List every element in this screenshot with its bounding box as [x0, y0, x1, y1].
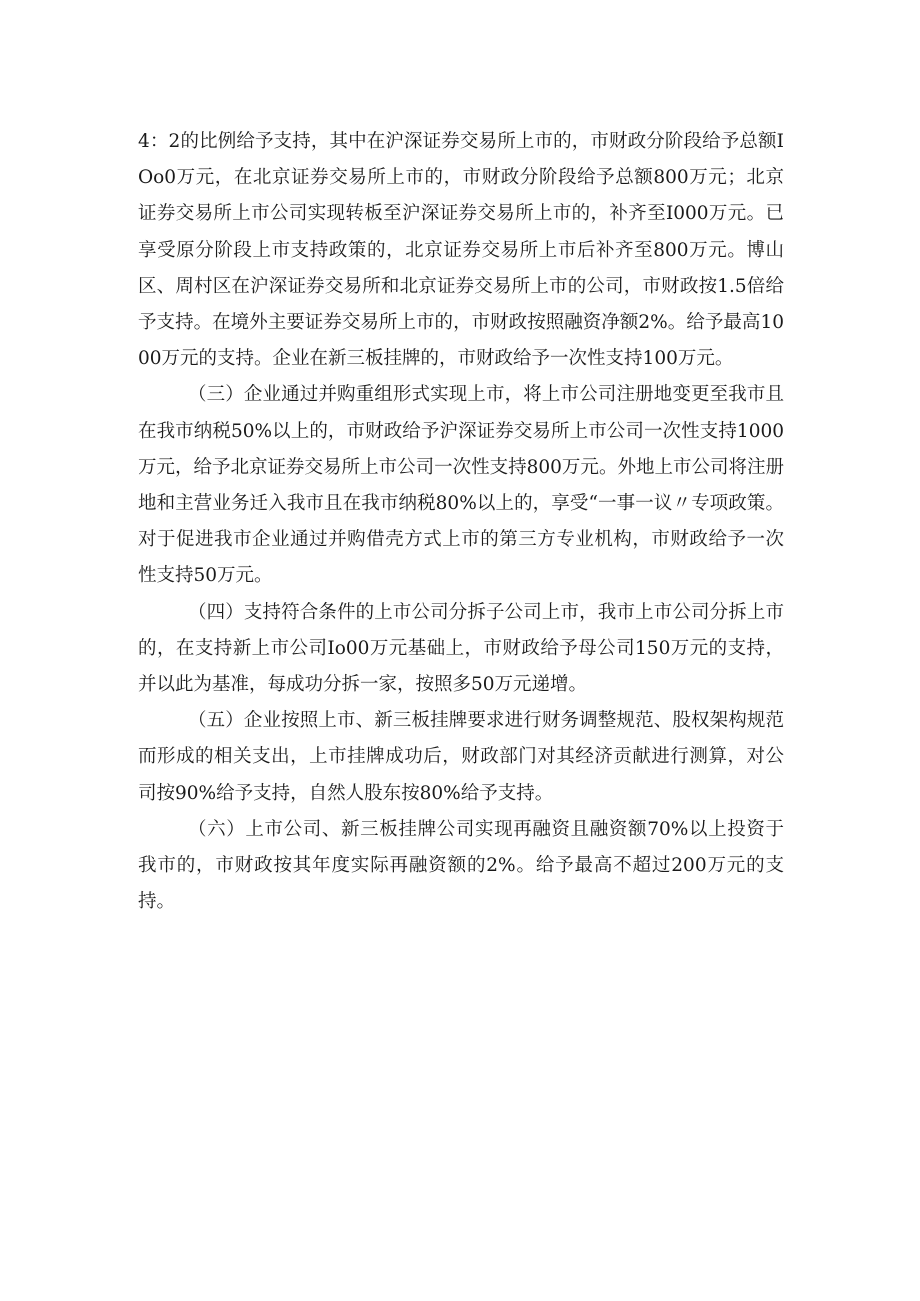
paragraph-section-6: （六）上市公司、新三板挂牌公司实现再融资且融资额70%以上投资于我市的，市财政按其年度实际再融资额的2%。给予最高不超过200万元的支持。 [138, 818, 784, 913]
paragraph-section-4: （四）支持符合条件的上市公司分拆子公司上市，我市上市公司分拆上市的，在支持新上市公司Io00万元基础上，市财政给予母公司150万元的支持，并以此为基准，每成功分拆一家，按照多50万元递增。 [138, 601, 784, 696]
document-body [138, 124, 784, 920]
paragraph-section-5: （五）企业按照上市、新三板挂牌要求进行财务调整规范、股权架构规范而形成的相关支出，上市挂牌成功后，财政部门对其经济贡献进行测算，对公司按90%给予支持，自然人股东按80%给予支持。 [138, 710, 784, 804]
paragraph-continuation: 4：2的比例给予支持，其中在沪深证券交易所上市的，市财政分阶段给予总额IOo0万元，在北京证券交易所上市的，市财政分阶段给予总额800万元；北京证券交易所上市公司实现转板至沪深证券交易所上市的，补齐至I000万元。已享受原分阶段上市支持政策的，北京证券交易所上市后补齐至800万元。博山区、周村区在沪深证券交易所和北京证券交易所上市的公司，市财政按1.5倍给予支持。在境外主要证券交易所上市的，市财政按照融资净额2%。给予最高1000万元的支持。企业在新三板挂牌的，市财政给予一次性支持100万元。 [138, 131, 784, 370]
paragraph-section-3: （三）企业通过并购重组形式实现上市，将上市公司注册地变更至我市且在我市纳税50%以上的，市财政给予沪深证券交易所上市公司一次性支持1000万元，给予北京证券交易所上市公司一次性支持800万元。外地上市公司将注册地和主营业务迁入我市且在我市纳税80%以上的，享受“一事一议〃专项政策。对于促进我市企业通过并购借壳方式上市的第三方专业机构，市财政给予一次性支持50万元。 [138, 384, 784, 587]
